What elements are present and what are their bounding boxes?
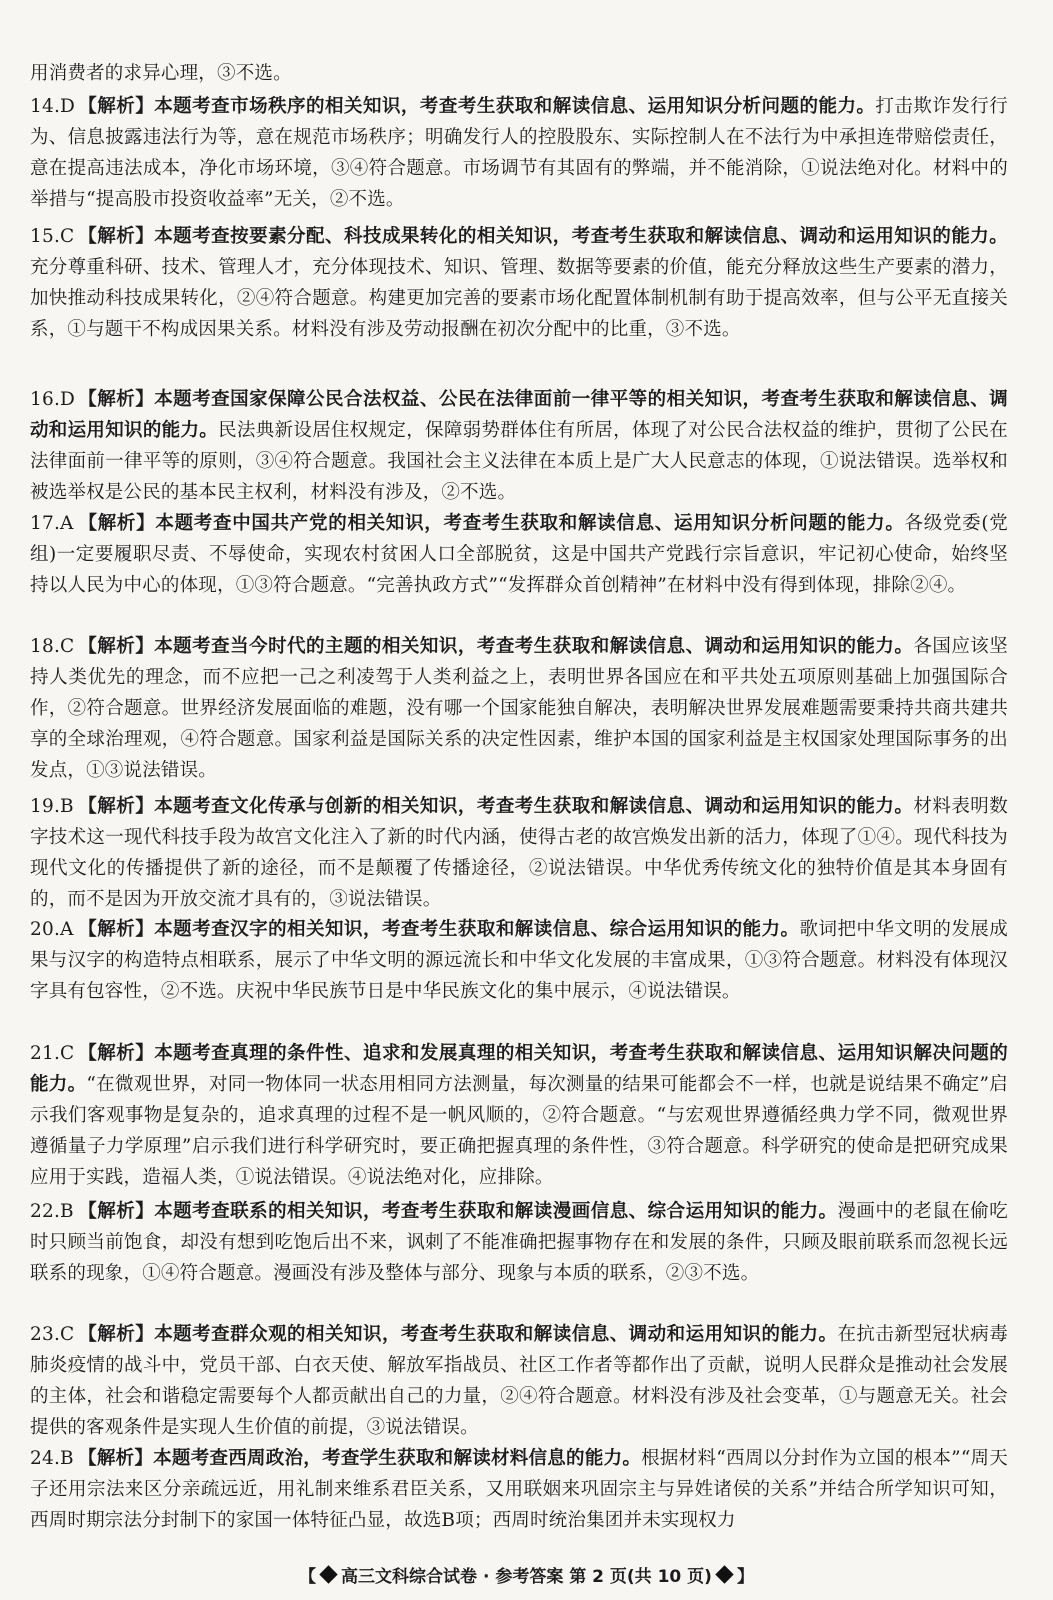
analysis-body: 各级党委(党组)一定要履职尽责、不辱使命，实现农村贫困人口全部脱贫，这是中国共产党践行宗旨意识，牢记初心使命，始终坚持以人民为中心的体现，①③符合题意。“完善执政方式”“发挥群众首创精神”在材料中没有得到体现，排除②④。 xyxy=(30,513,1008,596)
analysis-tag: 【解析】 xyxy=(78,513,156,534)
analysis-body: 歌词把中华文明的发展成果与汉字的构造特点相联系，展示了中华文明的源远流长和中华文化发展的丰富成果，①③符合题意。材料没有体现汉字具有包容性，②不选。庆祝中华民族节日是中华民族文化的集中展示，④说法错误。 xyxy=(30,919,1008,1002)
answer-item xyxy=(30,1196,1008,1289)
analysis-body: 漫画中的老鼠在偷吃时只顾当前饱食，却没有想到吃饱后出不来，讽刺了不能准确把握事物存在和发展的条件，只顾及眼前联系而忽视长远联系的现象，①④符合题意。漫画没有涉及整体与部分、现象与本质的联系，②③不选。 xyxy=(30,1201,1008,1284)
page-footer xyxy=(0,1562,1053,1587)
analysis-body: 各国应该坚持人类优先的理念，而不应把一己之利凌驾于人类利益之上，表明世界各国应在和平共处五项原则基础上加强国际合作，②符合题意。世界经济发展面临的难题，没有哪一个国家能独自解决，表明解决世界发展难题需要秉持共商共建共享的全球治理观，④符合题意。国家利益是国际关系的决定性因素，维护本国的国家利益是主权国家处理国际事务的出发点，①③说法错误。 xyxy=(30,636,1008,781)
answer-item xyxy=(30,91,1008,215)
question-number: 24.B xyxy=(30,1448,74,1469)
analysis-body: “在微观世界，对同一物体同一状态用相同方法测量，每次测量的结果可能都会不一样，也就是说结果不确定”启示我们客观事物是复杂的，追求真理的过程不是一帆风顺的，②符合题意。“与宏观世界遵循经典力学不同，微观世界遵循量子力学原理”启示我们进行科学研究时，要正确把握真理的条件性，③符合题意。科学研究的使命是把研究成果应用于实践，造福人类，①说法错误。④说法绝对化，应排除。 xyxy=(30,1074,1008,1188)
analysis-summary: 本题考查国家保障公民合法权益、公民在法律面前一律平等的相关知识，考查考生获取和解读信息、调动和运用知识的能力。 xyxy=(30,389,1008,441)
analysis-tag: 【解析】 xyxy=(78,636,155,657)
intro-line xyxy=(30,58,1008,89)
diamond-icon xyxy=(715,1565,733,1583)
question-number: 20.A xyxy=(30,919,74,940)
answer-item xyxy=(30,1443,1008,1536)
answer-item xyxy=(30,1038,1008,1193)
question-number: 17.A xyxy=(30,513,74,534)
question-number: 14.D xyxy=(30,96,76,117)
analysis-summary: 本题考查市场秩序的相关知识，考查考生获取和解读信息、运用知识分析问题的能力。 xyxy=(154,96,876,117)
analysis-summary: 本题考查汉字的相关知识，考查考生获取和解读信息、综合运用知识的能力。 xyxy=(154,919,800,940)
answer-item xyxy=(30,508,1008,601)
analysis-summary: 本题考查西周政治，考查学生获取和解读材料信息的能力。 xyxy=(153,1448,642,1469)
analysis-body: 在抗击新型冠状病毒肺炎疫情的战斗中，党员干部、白衣天使、解放军指战员、社区工作者等都作出了贡献，说明人民群众是推动社会发展的主体，社会和谐稳定需要每个人都贡献出自己的力量，②④符合题意。材料没有涉及社会变革，①与题意无关。社会提供的客观条件是实现人生价值的前提，③说法错误。 xyxy=(30,1324,1008,1438)
analysis-body: 打击欺诈发行行为、信息披露违法行为等，意在规范市场秩序；明确发行人的控股股东、实际控制人在不法行为中承担连带赔偿责任，意在提高违法成本，净化市场环境，③④符合题意。市场调节有其固有的弊端，并不能消除，①说法绝对化。材料中的举措与“提高股市投资收益率”无关，②不选。 xyxy=(30,96,1008,210)
footer-bracket-left: 【 xyxy=(299,1567,317,1587)
analysis-summary: 本题考查真理的条件性、追求和发展真理的相关知识，考查考生获取和解读信息、运用知识解决问题的能力。 xyxy=(30,1043,1008,1095)
analysis-tag: 【解析】 xyxy=(78,1043,155,1064)
analysis-summary: 本题考查文化传承与创新的相关知识，考查考生获取和解读信息、调动和运用知识的能力。 xyxy=(154,796,914,817)
analysis-tag: 【解析】 xyxy=(78,96,155,117)
question-number: 21.C xyxy=(30,1043,75,1064)
footer-title: 高三文科综合试卷 · 参考答案 xyxy=(341,1567,564,1587)
question-number: 16.D xyxy=(30,389,76,410)
footer-page-number: 第 2 页(共 10 页) xyxy=(569,1567,712,1587)
answer-item xyxy=(30,384,1008,508)
answer-item xyxy=(30,631,1008,786)
question-number: 19.B xyxy=(30,796,74,817)
analysis-summary: 本题考查群众观的相关知识，考查考生获取和解读信息、调动和运用知识的能力。 xyxy=(154,1324,838,1345)
analysis-summary: 本题考查当今时代的主题的相关知识，考查考生获取和解读信息、调动和运用知识的能力。 xyxy=(154,636,914,657)
question-number: 22.B xyxy=(30,1201,74,1222)
answer-item xyxy=(30,791,1008,915)
analysis-body: 根据材料“西周以分封作为立国的根本”“周天子还用宗法来区分亲疏远近，用礼制来维系君臣关系，又用联姻来巩固宗主与异姓诸侯的关系”并结合所学知识可知，西周时期宗法分封制下的家国一体特征凸显，故选B项；西周时统治集团并未实现权力 xyxy=(30,1448,1009,1531)
analysis-summary: 本题考查按要素分配、科技成果转化的相关知识，考查考生获取和解读信息、调动和运用知识的能力。 xyxy=(154,226,1008,247)
answer-item xyxy=(30,914,1008,1007)
answer-item xyxy=(30,221,1008,345)
question-number: 15.C xyxy=(30,226,75,247)
analysis-body: 充分尊重科研、技术、管理人才，充分体现技术、知识、管理、数据等要素的价值，能充分释放这些生产要素的潜力，加快推动科技成果转化，②④符合题意。构建更加完善的要素市场化配置体制机制有助于提高效率，但与公平无直接关系，①与题干不构成因果关系。材料没有涉及劳动报酬在初次分配中的比重，③不选。 xyxy=(30,257,1008,340)
analysis-tag: 【解析】 xyxy=(78,1201,155,1222)
analysis-tag: 【解析】 xyxy=(78,226,155,247)
analysis-tag: 【解析】 xyxy=(78,1324,155,1345)
analysis-summary: 本题考查联系的相关知识，考查考生获取和解读漫画信息、综合运用知识的能力。 xyxy=(154,1201,838,1222)
analysis-tag: 【解析】 xyxy=(78,1448,154,1469)
question-number: 18.C xyxy=(30,636,75,657)
analysis-body: 材料表明数字技术这一现代科技手段为故宫文化注入了新的时代内涵，使得古老的故宫焕发出新的活力，体现了①④。现代科技为现代文化的传播提供了新的途径，而不是颠覆了传播途径，②说法错误。中华优秀传统文化的独特价值是其本身固有的，而不是因为开放交流才具有的，③说法错误。 xyxy=(30,796,1008,910)
analysis-tag: 【解析】 xyxy=(78,919,155,940)
answer-item xyxy=(30,1319,1008,1443)
analysis-summary: 本题考查中国共产党的相关知识，考查考生获取和解读信息、运用知识分析问题的能力。 xyxy=(155,513,905,534)
analysis-body: 民法典新设居住权规定，保障弱势群体住有所居，体现了对公民合法权益的维护，贯彻了公民在法律面前一律平等的原则，③④符合题意。我国社会主义法律在本质上是广大人民意志的体现，①说法错误。选举权和被选举权是公民的基本民主权利，材料没有涉及，②不选。 xyxy=(30,420,1008,503)
analysis-tag: 【解析】 xyxy=(78,796,155,817)
footer-bracket-right: 】 xyxy=(736,1567,754,1587)
diamond-icon xyxy=(319,1565,337,1583)
question-number: 23.C xyxy=(30,1324,75,1345)
intro-text: 用消费者的求异心理，③不选。 xyxy=(30,63,292,84)
analysis-tag: 【解析】 xyxy=(78,389,155,410)
